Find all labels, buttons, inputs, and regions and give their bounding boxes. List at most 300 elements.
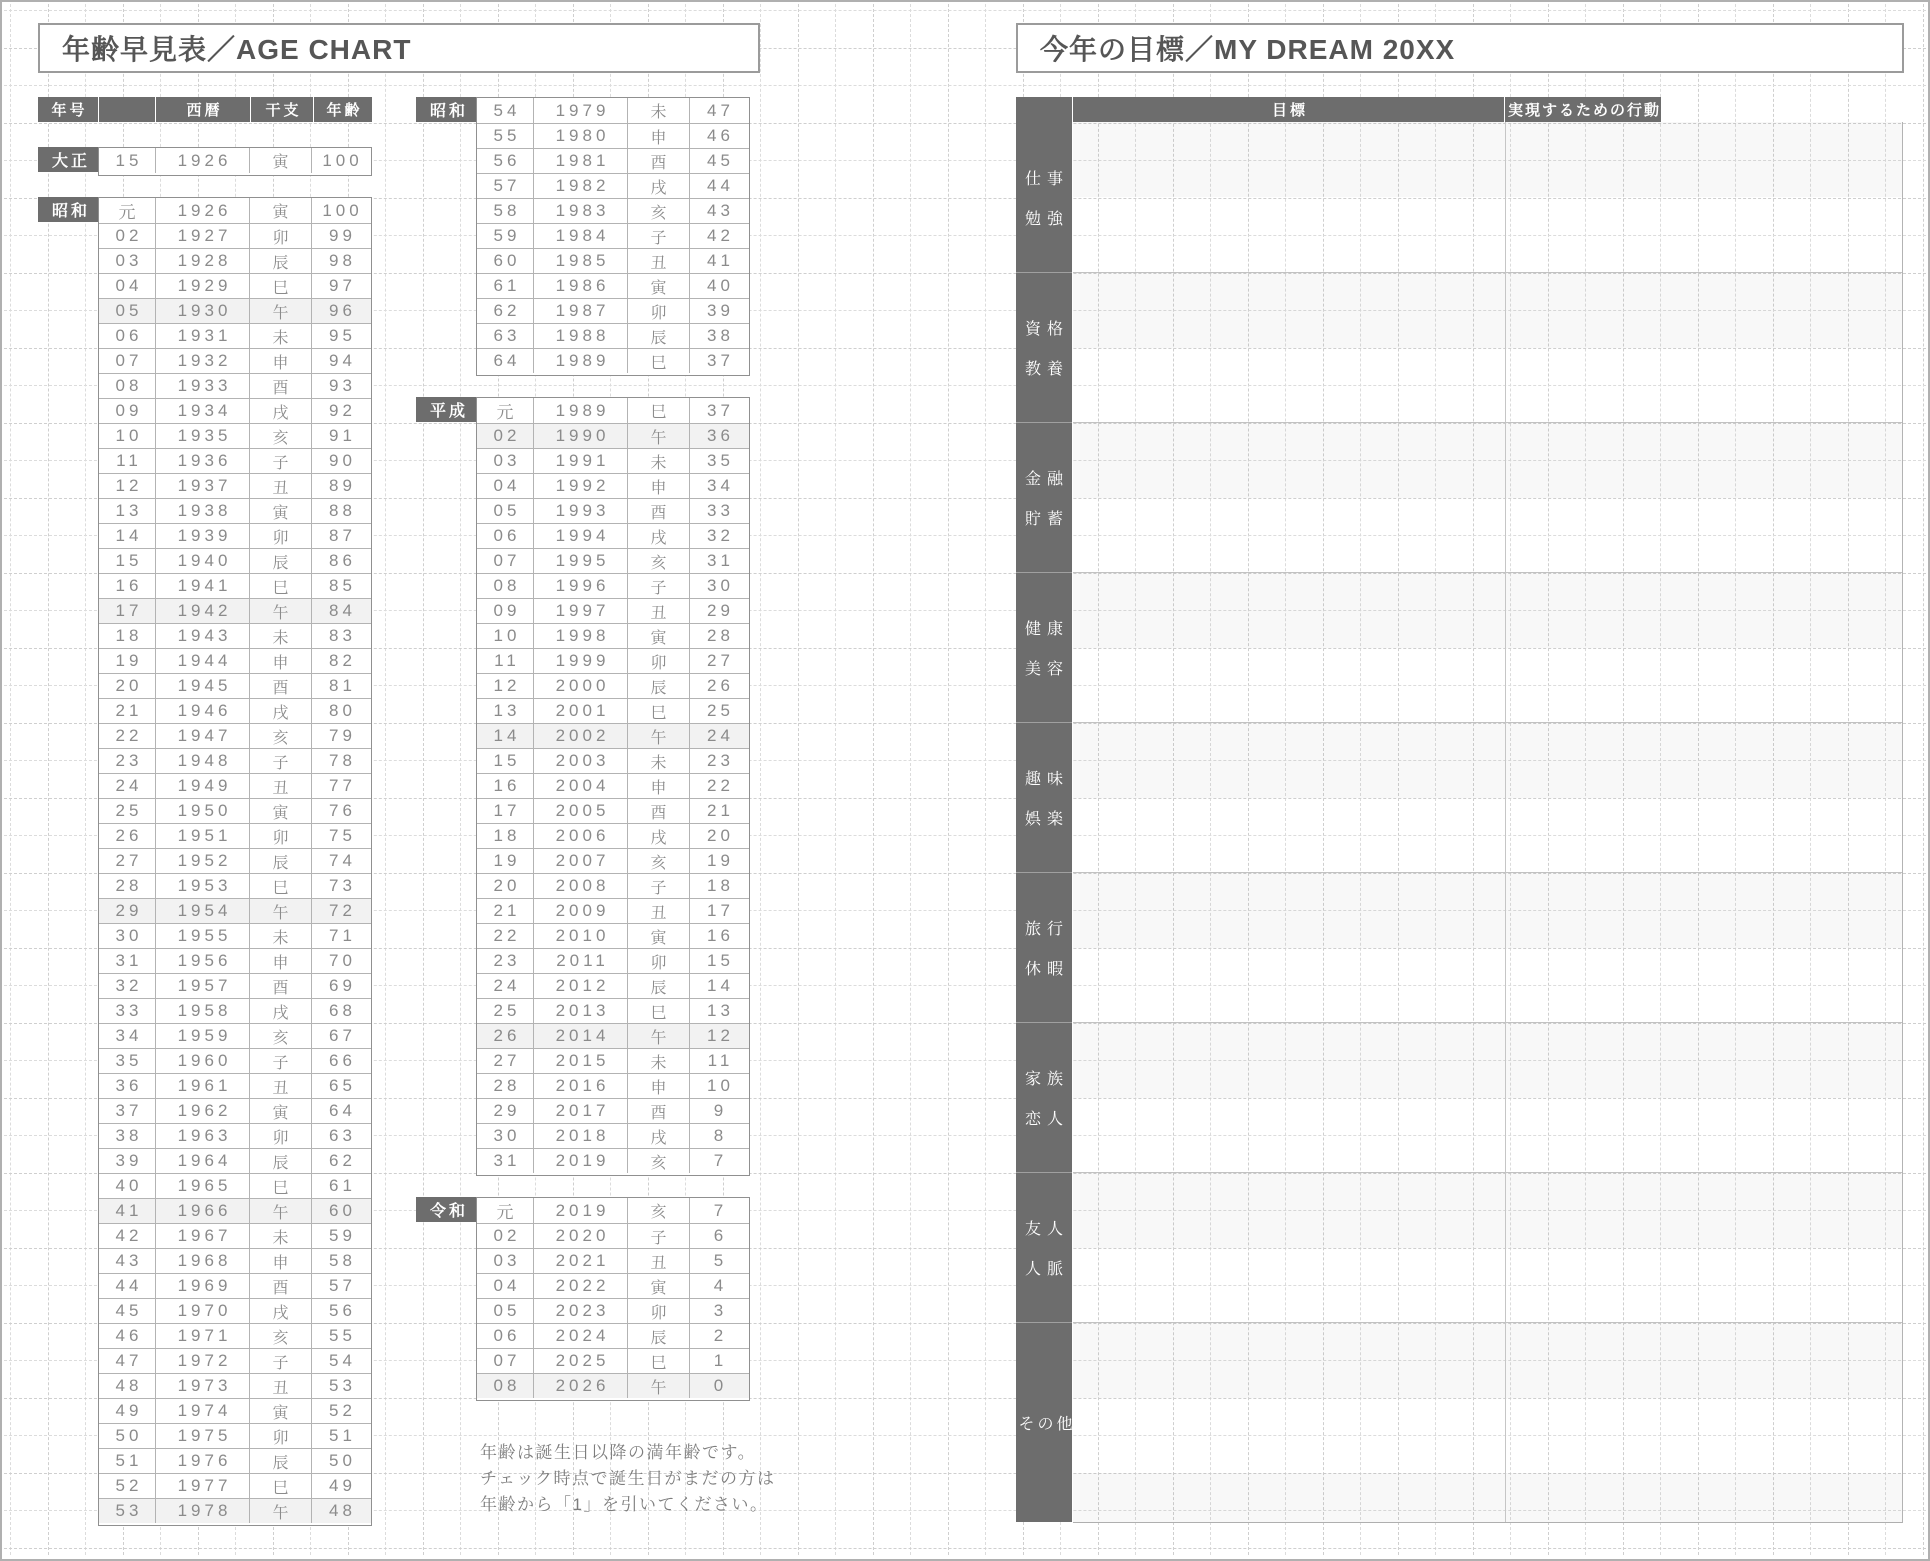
era-year-cell: 31 [493,1151,521,1170]
age-cell: 68 [311,999,369,1023]
era-year-cell: 08 [115,376,143,395]
goal-row-shading [1073,1023,1902,1098]
age-row [99,848,371,873]
western-year-cell: 1953 [155,874,249,898]
category-label: 友人 [1024,1221,1069,1238]
era-year-cell: 51 [115,1451,143,1470]
zodiac-cell: 丑 [627,599,689,623]
age-cell: 41 [689,249,747,273]
zodiac-cell: 申 [249,649,311,673]
western-year-cell: 2005 [533,799,627,823]
zodiac-cell: 寅 [627,274,689,298]
age-cell: 8 [689,1124,747,1148]
era-year-cell: 39 [115,1151,143,1170]
era-year-cell: 19 [493,851,521,870]
age-cell: 63 [311,1124,369,1148]
western-year-cell: 2019 [533,1149,627,1173]
western-year-cell: 1946 [155,699,249,723]
era-year-cell: 06 [493,526,521,545]
category-5 [1016,722,1072,872]
era-year-cell: 06 [493,1326,521,1345]
zodiac-cell: 辰 [627,1324,689,1348]
era-year-cell: 15 [493,751,521,770]
age-row [477,1198,749,1223]
western-year-cell: 1951 [155,824,249,848]
western-year-cell: 1943 [155,624,249,648]
age-cell: 4 [689,1274,747,1298]
age-row [477,748,749,773]
era-year-cell: 56 [493,151,521,170]
zodiac-cell: 丑 [249,1374,311,1398]
western-year-cell: 1965 [155,1174,249,1198]
zodiac-cell: 午 [249,1499,311,1523]
era-year-cell: 28 [493,1076,521,1095]
era-year-cell: 14 [493,726,521,745]
age-row [99,648,371,673]
age-cell: 25 [689,699,747,723]
era-year-cell: 28 [115,876,143,895]
zodiac-cell: 辰 [249,249,311,273]
category-label: 健康 [1024,621,1069,638]
category-label: 趣味 [1024,771,1069,788]
age-row [99,823,371,848]
western-year-cell: 2002 [533,724,627,748]
age-cell: 72 [311,899,369,923]
era-year-cell: 42 [115,1226,143,1245]
age-cell: 75 [311,824,369,848]
age-row [99,1198,371,1223]
western-year-cell: 2021 [533,1249,627,1273]
age-cell: 21 [689,799,747,823]
age-cell: 100 [311,148,369,173]
age-row [99,948,371,973]
category-2 [1016,272,1072,422]
era-year-cell: 26 [493,1026,521,1045]
zodiac-cell: 卯 [249,524,311,548]
age-row [99,598,371,623]
age-cell: 51 [311,1424,369,1448]
zodiac-cell: 午 [627,1374,689,1398]
zodiac-cell: 未 [249,924,311,948]
dream-corner-cell [1016,97,1072,122]
age-cell: 70 [311,949,369,973]
zodiac-cell: 申 [249,949,311,973]
age-note [480,1440,776,1518]
zodiac-cell: 子 [627,574,689,598]
era-year-cell: 29 [115,901,143,920]
western-year-cell: 2017 [533,1099,627,1123]
goal-row-5 [1073,722,1902,872]
age-cell: 52 [311,1399,369,1423]
category-label: 教養 [1024,361,1069,378]
age-cell: 22 [689,774,747,798]
era-year-cell: 27 [493,1051,521,1070]
zodiac-cell: 午 [627,1024,689,1048]
age-cell: 46 [689,124,747,148]
zodiac-cell: 巳 [249,274,311,298]
zodiac-cell: 申 [249,349,311,373]
grid-line-horizontal [4,85,1926,86]
western-year-cell: 1927 [155,224,249,248]
western-year-cell: 1962 [155,1099,249,1123]
age-row [477,848,749,873]
western-year-cell: 2008 [533,874,627,898]
age-cell: 38 [689,324,747,348]
age-table-body [98,147,372,176]
zodiac-cell: 卯 [249,824,311,848]
my-dream-title: 今年の目標／MY DREAM 20XX [1040,34,1456,65]
age-row [477,1123,749,1148]
age-row [477,248,749,273]
age-cell: 9 [689,1099,747,1123]
zodiac-cell: 辰 [249,849,311,873]
zodiac-cell: 戌 [627,524,689,548]
age-row [477,648,749,673]
age-cell: 100 [311,198,369,223]
western-year-cell: 1993 [533,499,627,523]
age-row [477,623,749,648]
zodiac-cell: 寅 [249,1099,311,1123]
zodiac-cell: 丑 [249,1074,311,1098]
age-cell: 77 [311,774,369,798]
western-year-cell: 1955 [155,924,249,948]
goal-row-shading [1073,1323,1902,1398]
age-cell: 7 [689,1149,747,1173]
goal-row-6 [1073,872,1902,1022]
era-year-cell: 元 [118,203,140,222]
era-year-cell: 48 [115,1376,143,1395]
zodiac-cell: 辰 [249,1149,311,1173]
western-year-cell: 1971 [155,1324,249,1348]
western-year-cell: 1977 [155,1474,249,1498]
age-row [99,748,371,773]
age-row [99,1323,371,1348]
zodiac-cell: 巳 [627,349,689,373]
era-year-cell: 16 [115,576,143,595]
zodiac-cell: 亥 [249,1324,311,1348]
era-year-cell: 43 [115,1251,143,1270]
age-row [99,323,371,348]
age-row [477,898,749,923]
western-year-cell: 2024 [533,1324,627,1348]
age-row [477,1298,749,1323]
age-cell: 2 [689,1324,747,1348]
western-year-cell: 1961 [155,1074,249,1098]
age-cell: 19 [689,849,747,873]
age-cell: 15 [689,949,747,973]
era-year-cell: 49 [115,1401,143,1420]
age-row [99,298,371,323]
category-label: その他 [1018,1416,1076,1433]
western-year-cell: 2025 [533,1349,627,1373]
age-row [99,448,371,473]
age-row [99,273,371,298]
goal-row-shading [1073,423,1902,498]
age-row [99,798,371,823]
era-year-cell: 62 [493,301,521,320]
western-year-cell: 1954 [155,899,249,923]
western-year-cell: 2012 [533,974,627,998]
era-year-cell: 05 [115,301,143,320]
category-label: 娯楽 [1024,811,1069,828]
age-row [99,1273,371,1298]
zodiac-cell: 辰 [627,974,689,998]
western-year-cell: 1992 [533,474,627,498]
zodiac-cell: 子 [249,449,311,473]
age-cell: 83 [311,624,369,648]
age-cell: 71 [311,924,369,948]
age-row [99,198,371,223]
western-year-cell: 2022 [533,1274,627,1298]
zodiac-cell: 丑 [627,899,689,923]
era-year-cell: 08 [493,1376,521,1395]
western-year-cell: 1926 [155,198,249,223]
age-cell: 28 [689,624,747,648]
zodiac-cell: 寅 [627,1274,689,1298]
zodiac-cell: 子 [249,1049,311,1073]
age-cell: 79 [311,724,369,748]
western-year-cell: 1929 [155,274,249,298]
age-cell: 87 [311,524,369,548]
age-row [99,373,371,398]
age-cell: 93 [311,374,369,398]
western-year-cell: 2018 [533,1124,627,1148]
zodiac-cell: 戌 [627,1124,689,1148]
age-cell: 39 [689,299,747,323]
age-row [477,923,749,948]
era-year-cell: 07 [493,551,521,570]
age-row [99,548,371,573]
era-year-cell: 34 [115,1026,143,1045]
zodiac-cell: 午 [627,424,689,448]
era-year-cell: 64 [493,351,521,370]
age-cell: 26 [689,674,747,698]
category-label: 金融 [1024,471,1069,488]
age-cell: 73 [311,874,369,898]
age-row [99,773,371,798]
age-row [99,1048,371,1073]
age-cell: 82 [311,649,369,673]
zodiac-cell: 戌 [627,824,689,848]
era-year-cell: 03 [493,1251,521,1270]
age-row [477,1223,749,1248]
age-row [477,673,749,698]
age-chart-title-box [38,23,760,73]
zodiac-cell: 子 [249,749,311,773]
zodiac-cell: 午 [249,299,311,323]
age-row [99,1398,371,1423]
western-year-cell: 1984 [533,224,627,248]
zodiac-cell: 申 [627,1074,689,1098]
goal-row-9 [1073,1322,1902,1522]
goal-row-shading [1073,1473,1902,1523]
age-cell: 85 [311,574,369,598]
era-year-cell: 23 [115,751,143,770]
era-year-cell: 03 [493,451,521,470]
age-row [477,298,749,323]
age-cell: 89 [311,474,369,498]
zodiac-cell: 卯 [249,1424,311,1448]
era-year-cell: 60 [493,251,521,270]
age-cell: 42 [689,224,747,248]
age-cell: 53 [311,1374,369,1398]
western-year-cell: 1936 [155,449,249,473]
age-cell: 44 [689,174,747,198]
grid-line-horizontal [4,10,1926,11]
age-row [477,548,749,573]
action-column-header: 実現するための行動 [1505,97,1661,122]
category-label: 貯蓄 [1024,511,1069,528]
age-cell: 62 [311,1149,369,1173]
zodiac-cell: 寅 [249,1399,311,1423]
zodiac-cell: 巳 [249,874,311,898]
western-year-cell: 1985 [533,249,627,273]
zodiac-cell: 戌 [249,999,311,1023]
era-year-cell: 04 [493,476,521,495]
zodiac-cell: 未 [249,624,311,648]
age-row [477,198,749,223]
era-year-cell: 47 [115,1351,143,1370]
age-cell: 40 [689,274,747,298]
zodiac-cell: 酉 [249,374,311,398]
era-year-cell: 16 [493,776,521,795]
age-row [99,1348,371,1373]
age-table-body [476,97,750,376]
zodiac-cell: 亥 [627,1149,689,1173]
western-year-cell: 1991 [533,449,627,473]
era-year-cell: 40 [115,1176,143,1195]
zodiac-cell: 丑 [249,474,311,498]
zodiac-cell: 卯 [627,649,689,673]
age-row [477,973,749,998]
age-cell: 57 [311,1274,369,1298]
age-row [477,573,749,598]
goal-row-7 [1073,1022,1902,1172]
age-header-cell: 年齢 [314,97,372,122]
goal-row-1 [1073,122,1902,272]
era-year-cell: 22 [493,926,521,945]
era-year-cell: 09 [115,401,143,420]
age-cell: 1 [689,1349,747,1373]
zodiac-cell: 亥 [627,1198,689,1223]
zodiac-cell: 未 [249,1224,311,1248]
age-cell: 6 [689,1224,747,1248]
zodiac-cell: 亥 [249,724,311,748]
goal-action-divider [1505,122,1506,1522]
age-row [99,973,371,998]
age-cell: 90 [311,449,369,473]
age-row [99,1448,371,1473]
age-row [99,1123,371,1148]
age-cell: 13 [689,999,747,1023]
zodiac-cell: 午 [249,1199,311,1223]
western-year-cell: 1989 [533,398,627,423]
age-cell: 96 [311,299,369,323]
goal-row-shading [1073,873,1902,948]
goal-column-header: 目標 [1073,97,1504,122]
western-year-cell: 1981 [533,149,627,173]
western-year-cell: 1945 [155,674,249,698]
zodiac-cell: 巳 [627,999,689,1023]
western-year-cell: 1978 [155,1499,249,1523]
age-cell: 37 [689,398,747,423]
age-cell: 66 [311,1049,369,1073]
western-year-cell: 2003 [533,749,627,773]
western-year-cell: 1957 [155,974,249,998]
zodiac-cell: 卯 [249,1124,311,1148]
age-row [99,1373,371,1398]
age-row [99,723,371,748]
dream-writing-area [1073,122,1903,1523]
age-row [477,1073,749,1098]
age-cell: 95 [311,324,369,348]
age-row [477,1373,749,1398]
zodiac-cell: 亥 [249,1024,311,1048]
zodiac-cell: 午 [249,899,311,923]
category-label: 勉強 [1024,210,1069,228]
age-cell: 18 [689,874,747,898]
age-header-cell: 年号 [38,97,98,122]
era-year-cell: 57 [493,176,521,195]
age-header-cell-blank [99,97,155,122]
western-year-cell: 1930 [155,299,249,323]
age-cell: 31 [689,549,747,573]
category-label: 美容 [1024,661,1069,678]
era-year-cell: 04 [493,1276,521,1295]
era-year-cell: 53 [115,1501,143,1520]
era-year-cell: 25 [493,1001,521,1020]
era-year-cell: 37 [115,1101,143,1120]
era-year-cell: 30 [493,1126,521,1145]
era-year-cell: 20 [115,676,143,695]
western-year-cell: 1964 [155,1149,249,1173]
age-row [477,1248,749,1273]
western-year-cell: 1966 [155,1199,249,1223]
era-year-cell: 31 [115,951,143,970]
western-year-cell: 1944 [155,649,249,673]
era-year-cell: 45 [115,1301,143,1320]
age-row [477,348,749,373]
age-row [477,948,749,973]
western-year-cell: 1949 [155,774,249,798]
age-cell: 5 [689,1249,747,1273]
age-row [99,1023,371,1048]
western-year-cell: 2023 [533,1299,627,1323]
western-year-cell: 2014 [533,1024,627,1048]
western-year-cell: 2009 [533,899,627,923]
age-row [99,223,371,248]
goal-row-2 [1073,272,1902,422]
category-label: 旅行 [1024,921,1069,938]
zodiac-cell: 辰 [627,324,689,348]
era-year-cell: 08 [493,576,521,595]
age-table-body [98,197,372,1526]
age-row [477,698,749,723]
era-year-cell: 10 [493,626,521,645]
era-year-cell: 54 [493,100,521,120]
zodiac-cell: 酉 [249,974,311,998]
age-row [99,1098,371,1123]
western-year-cell: 1940 [155,549,249,573]
age-row [477,173,749,198]
western-year-cell: 1960 [155,1049,249,1073]
zodiac-cell: 午 [627,724,689,748]
zodiac-cell: 丑 [627,1249,689,1273]
category-label: 仕事 [1024,170,1069,188]
age-cell: 24 [689,724,747,748]
age-row [99,148,371,173]
category-9 [1016,1322,1076,1522]
